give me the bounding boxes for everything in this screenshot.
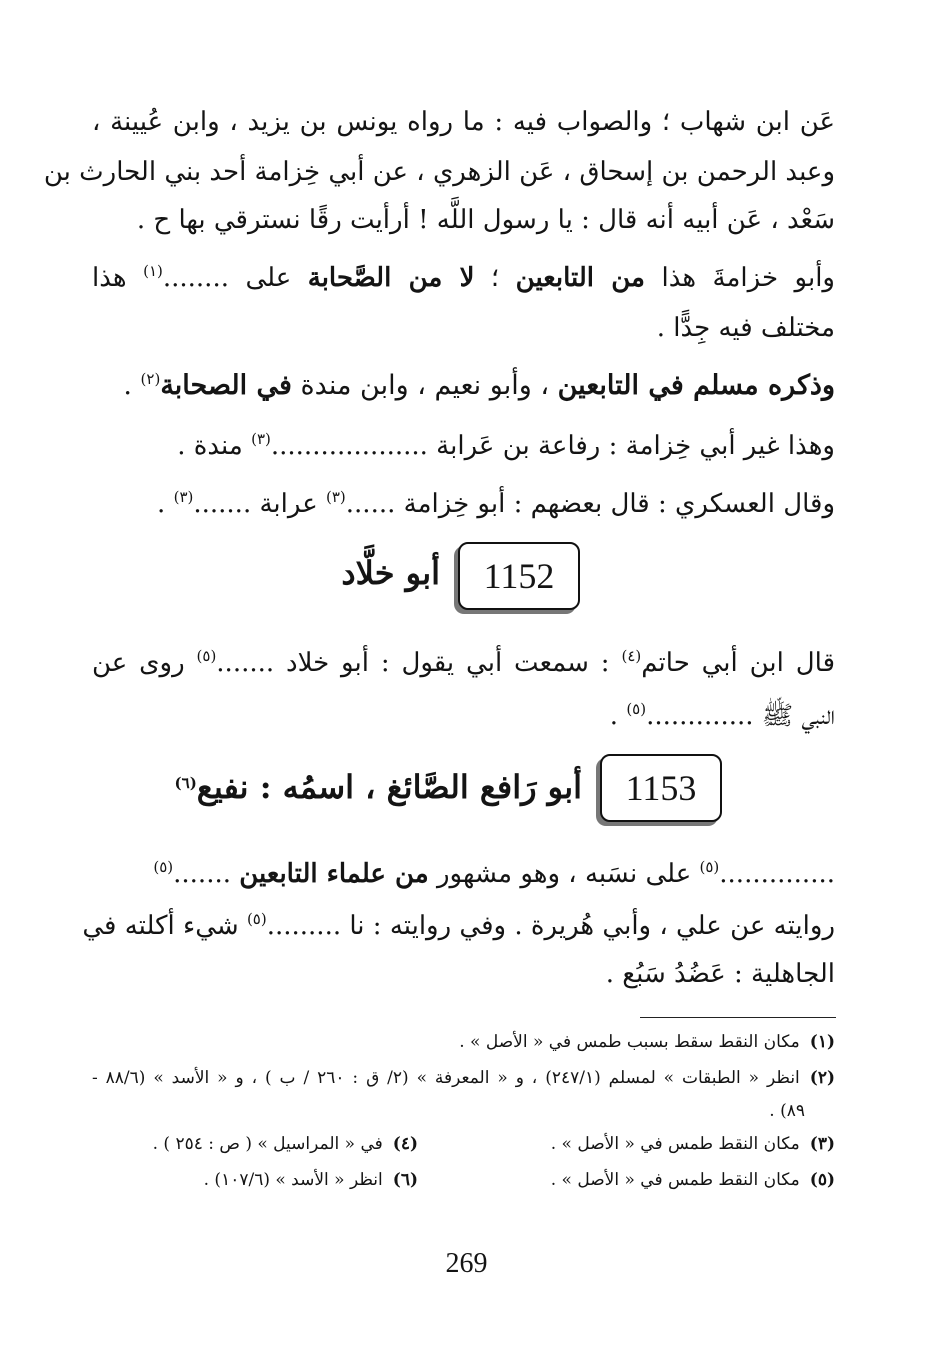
footnote-ref-2: (٢) — [140, 370, 161, 388]
footnote-4-text: في « المراسيل » ( ص : ٢٥٤ ) . — [152, 1134, 383, 1154]
e1153-text-c: ....... — [173, 859, 240, 889]
footnote-4-number: (٤) — [392, 1134, 418, 1154]
e1153-title-text: أبو رَافع الصَّائغ ، اسمُه : نفيع — [196, 768, 582, 806]
footnote-6 — [204, 1168, 418, 1192]
p2-text-b: ؛ — [474, 263, 516, 293]
footnote-5-number: (٥) — [809, 1170, 835, 1190]
e1152-text-d: النبي ﷺ ............. — [646, 701, 835, 731]
p5-text-c: . — [157, 489, 174, 519]
footnote-5 — [551, 1168, 835, 1192]
footnote-separator — [640, 1017, 836, 1018]
footnote-3-number: (٣) — [809, 1134, 835, 1154]
footnote-ref-5d: (٥) — [153, 858, 174, 876]
paragraph-4 — [177, 428, 835, 467]
footnote-6-text: انظر « الأسد » (١٠٧/٦) . — [203, 1170, 383, 1190]
p3-end: . — [123, 370, 141, 401]
footnote-ref-5b: (٥) — [626, 700, 647, 718]
p3-text: ، وأبو نعيم ، وابن مندة — [291, 370, 558, 401]
page-number: 269 — [445, 1248, 488, 1279]
paragraph-2-line-1 — [92, 260, 835, 299]
footnote-ref-5a: (٥) — [196, 647, 217, 665]
p5-text-b: عرابة ....... — [193, 489, 326, 519]
footnote-ref-4: (٤) — [621, 647, 642, 665]
footnote-ref-3a: (٣) — [251, 430, 271, 448]
footnote-1 — [459, 1030, 835, 1054]
p2-bold-sahaba: لا من الصَّحابة — [307, 263, 475, 293]
footnote-6-number: (٦) — [392, 1170, 418, 1190]
p2-text-d: هذا — [92, 263, 144, 293]
paragraph-2-line-2: مختلف فيه جِدًّا . — [656, 313, 835, 343]
footnote-ref-5e: (٥) — [246, 910, 267, 928]
entry-1153-line-2 — [82, 908, 835, 947]
e1153-text-e: شيء أكلته في — [82, 911, 247, 941]
footnote-1-text: مكان النقط سقط بسبب طمس في « الأصل » . — [459, 1032, 800, 1052]
footnote-1-number: (١) — [809, 1032, 835, 1052]
entry-title-1153 — [175, 768, 582, 806]
entry-1153-line-1 — [153, 856, 835, 895]
paragraph-3 — [123, 368, 835, 407]
p3-bold-muslim: وذكره مسلم في التابعين — [557, 370, 835, 401]
e1152-text-b: : سمعت أبي يقول : أبو خلاد ....... — [216, 648, 622, 678]
e1152-text-e: . — [609, 701, 627, 731]
p3-bold-sahaba: في الصحابة — [160, 370, 292, 401]
p5-text-a: وقال العسكري : قال بعضهم : أبو خِزامة ...... — [345, 489, 835, 519]
footnote-2-continuation: ٨٩) . — [769, 1101, 805, 1121]
footnote-ref-3b: (٣) — [326, 488, 346, 506]
footnote-2-number: (٢) — [809, 1068, 836, 1088]
footnote-ref-5c: (٥) — [699, 858, 720, 876]
p2-text-a: وأبو خزامةَ هذا — [644, 263, 835, 293]
e1152-text-a: قال ابن أبي حاتم — [641, 648, 836, 678]
footnote-3 — [551, 1132, 835, 1156]
e1153-text-b: على نسَبه ، وهو مشهور — [428, 859, 700, 889]
footnote-5-text: مكان النقط طمس في « الأصل » . — [550, 1170, 800, 1190]
entry-number-1152: 1152 — [483, 556, 555, 596]
e1152-text-c: روى عن — [92, 648, 197, 678]
p2-bold-tabiin: من التابعين — [515, 263, 645, 293]
footnote-ref-3c: (٣) — [173, 488, 194, 506]
paragraph-1-line-2: وعبد الرحمن بن إسحاق ، عَن الزهري ، عن أبي خِزامة أحد بني الحارث بن — [43, 157, 835, 187]
entry-number-box-1152 — [458, 542, 580, 610]
footnote-ref-6: (٦) — [174, 774, 197, 792]
entry-1152-line-1 — [92, 645, 835, 684]
paragraph-1-line-3: سَعْد ، عَن أبيه أنه قال : يا رسول اللَّه ! أرأيت رقًا نسترقي بها ح . — [136, 205, 835, 235]
p4-text-a: وهذا غير أبي خِزامة : رفاعة بن عَرابة ................... — [270, 431, 835, 461]
entry-number-1153: 1153 — [625, 768, 697, 808]
paragraph-1-line-1: عَن ابن شهاب ؛ والصواب فيه : ما رواه يونس بن يزيد ، وابن عُيينة ، — [92, 107, 835, 137]
footnote-3-text: مكان النقط طمس في « الأصل » . — [550, 1134, 800, 1154]
footnote-4 — [153, 1132, 418, 1156]
footnote-2 — [92, 1066, 835, 1090]
footnote-2-text: انظر « الطبقات » لمسلم (٢٤٧/١) ، و « المعرفة » (٢/ ق : ٢٦٠ / ب ) ، و « الأسد » (٨٨/٦ - — [92, 1068, 800, 1088]
footnote-ref-1: (١) — [143, 262, 163, 280]
entry-1152-line-2 — [610, 698, 835, 737]
e1153-text-d: روايته عن علي ، وأبي هُريرة . وفي روايته : نا ......... — [266, 911, 835, 941]
paragraph-5 — [157, 486, 835, 525]
p2-text-c: على ........ — [162, 263, 308, 293]
entry-1153-line-3: الجاهلية : عَضُدُ سَبُع . — [605, 959, 835, 989]
entry-number-box-1153 — [600, 754, 722, 822]
e1153-text-a: .............. — [719, 859, 835, 889]
e1153-bold-ulama: من علماء التابعين — [239, 859, 429, 889]
entry-title-1152: أبو خلَّاد — [341, 554, 440, 592]
p4-text-b: مندة . — [177, 431, 252, 461]
